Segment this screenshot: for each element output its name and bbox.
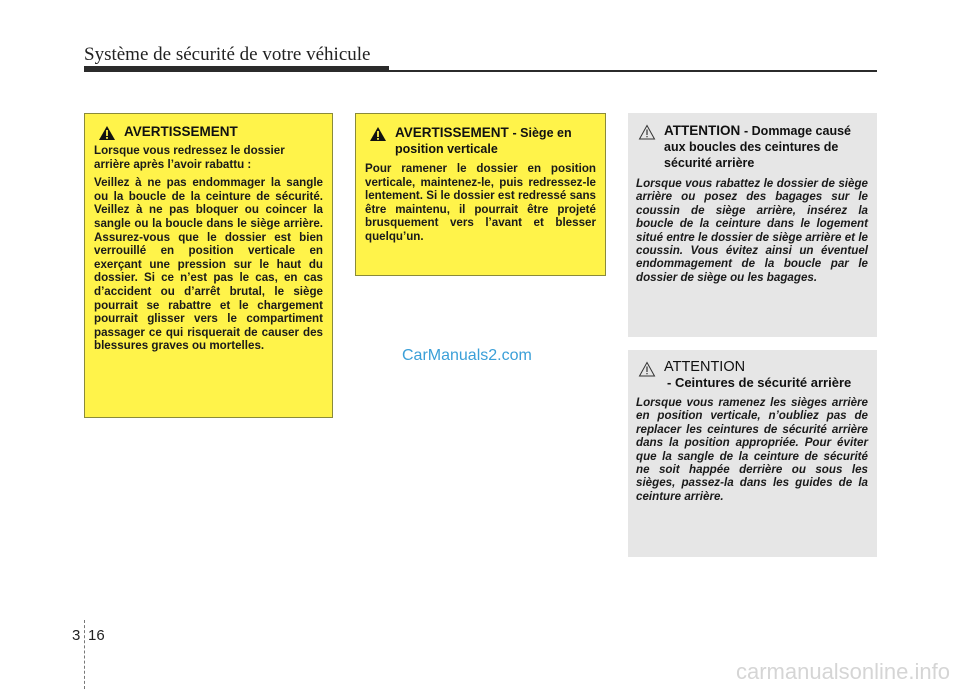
attention-box-1-title: ATTENTION xyxy=(664,123,741,138)
footer-watermark: carmanualsonline.info xyxy=(735,659,950,684)
warning-box-2-heading xyxy=(395,125,596,157)
watermark-text: CarManuals2.com xyxy=(402,347,532,364)
chapter-number: 3 xyxy=(72,627,81,644)
page-divider xyxy=(84,620,85,689)
warning-box-2-header xyxy=(365,125,596,157)
warning-box-2 xyxy=(355,113,606,276)
warning-triangle-icon xyxy=(369,126,387,142)
attention-box-2 xyxy=(628,350,877,557)
page-header-title: Système de sécurité de votre véhicule xyxy=(84,44,371,65)
caution-triangle-icon xyxy=(638,124,656,140)
page-number: 16 xyxy=(88,627,105,644)
warning-box-1-title: AVERTISSEMENT xyxy=(124,124,238,139)
warning-box-2-body: Pour ramener le dossier en position verticale, maintenez-le, puis redressez-le lentement. Si le dossier est redressé sans être maintenu, il pourrait être projeté brusquement vers l’avant et blesser quelqu’un. xyxy=(365,162,596,243)
warning-box-1-intro: Lorsque vous redressez le dossier arrière après l’avoir rabattu : xyxy=(94,144,285,171)
warning-box-2-subtitle: - Siège en position verticale xyxy=(395,126,572,156)
warning-box-1-body: Veillez à ne pas endommager la sangle ou la boucle de la ceinture de sécurité. Veillez à ne pas bloquer ou coincer la sangle ou la boucle dans le siège arrière. Assurez-vous que le dossier est bien verrouillé en position verticale en exerçant une pression sur le haut du dossier. Si ce n’est pas le cas, en cas d’accident ou d’arrêt brutal, le siège pourrait se rabattre et le chargement pourrait glisser vers le compartiment passager ce qui risquerait de causer des blessures graves ou mortelles. xyxy=(94,176,323,353)
attention-box-1-body: Lorsque vous rabattez le dossier de siège arrière ou posez des bagages sur le coussin de siège arrière, insérez la boucle de la ceinture dans le logement situé entre le dossier de siège arrière et le coussin. Vous évitez ainsi un éventuel endommagement de la boucle par le dossier de siège ou les bagages. xyxy=(636,177,868,284)
header-rule-thick xyxy=(84,66,389,72)
attention-box-1-subtitle: - Dommage causé aux boucles des ceintures de sécurité arrière xyxy=(664,124,851,170)
attention-box-1 xyxy=(628,113,877,337)
attention-box-1-header xyxy=(636,123,868,171)
attention-box-2-heading xyxy=(664,360,851,390)
warning-box-1 xyxy=(84,113,333,418)
warning-box-1-header xyxy=(94,124,323,141)
attention-box-2-body: Lorsque vous ramenez les sièges arrière en position verticale, n’oubliez pas de replacer les ceintures de sécurité arrière dans la position appropriée. Pour éviter que la sangle de la ceinture de sécurité ne soit happée derrière ou sous les sièges, passez-la dans les guides de la ceinture arrière. xyxy=(636,396,868,503)
attention-box-2-header xyxy=(636,360,868,390)
caution-triangle-icon xyxy=(638,361,656,377)
header-rule-thin xyxy=(389,70,877,72)
attention-box-1-heading xyxy=(664,123,868,171)
attention-box-2-title: ATTENTION xyxy=(664,359,746,375)
attention-box-2-subtitle: - Ceintures de sécurité arrière xyxy=(667,375,852,390)
warning-triangle-icon xyxy=(98,125,116,141)
warning-box-2-title: AVERTISSEMENT xyxy=(395,125,509,140)
